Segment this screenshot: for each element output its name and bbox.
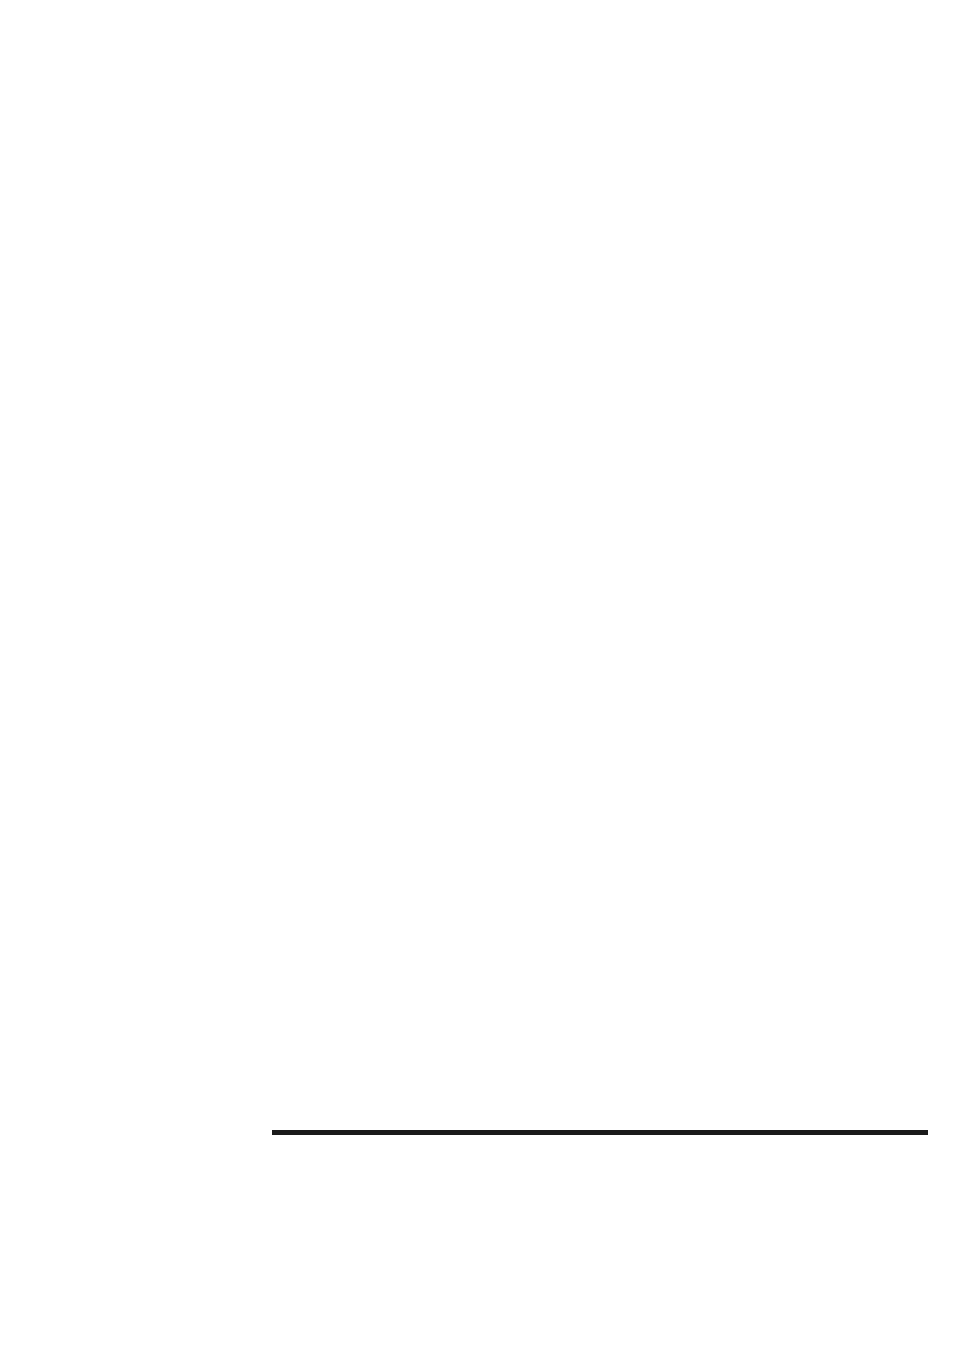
footer-divider [272, 1130, 928, 1135]
